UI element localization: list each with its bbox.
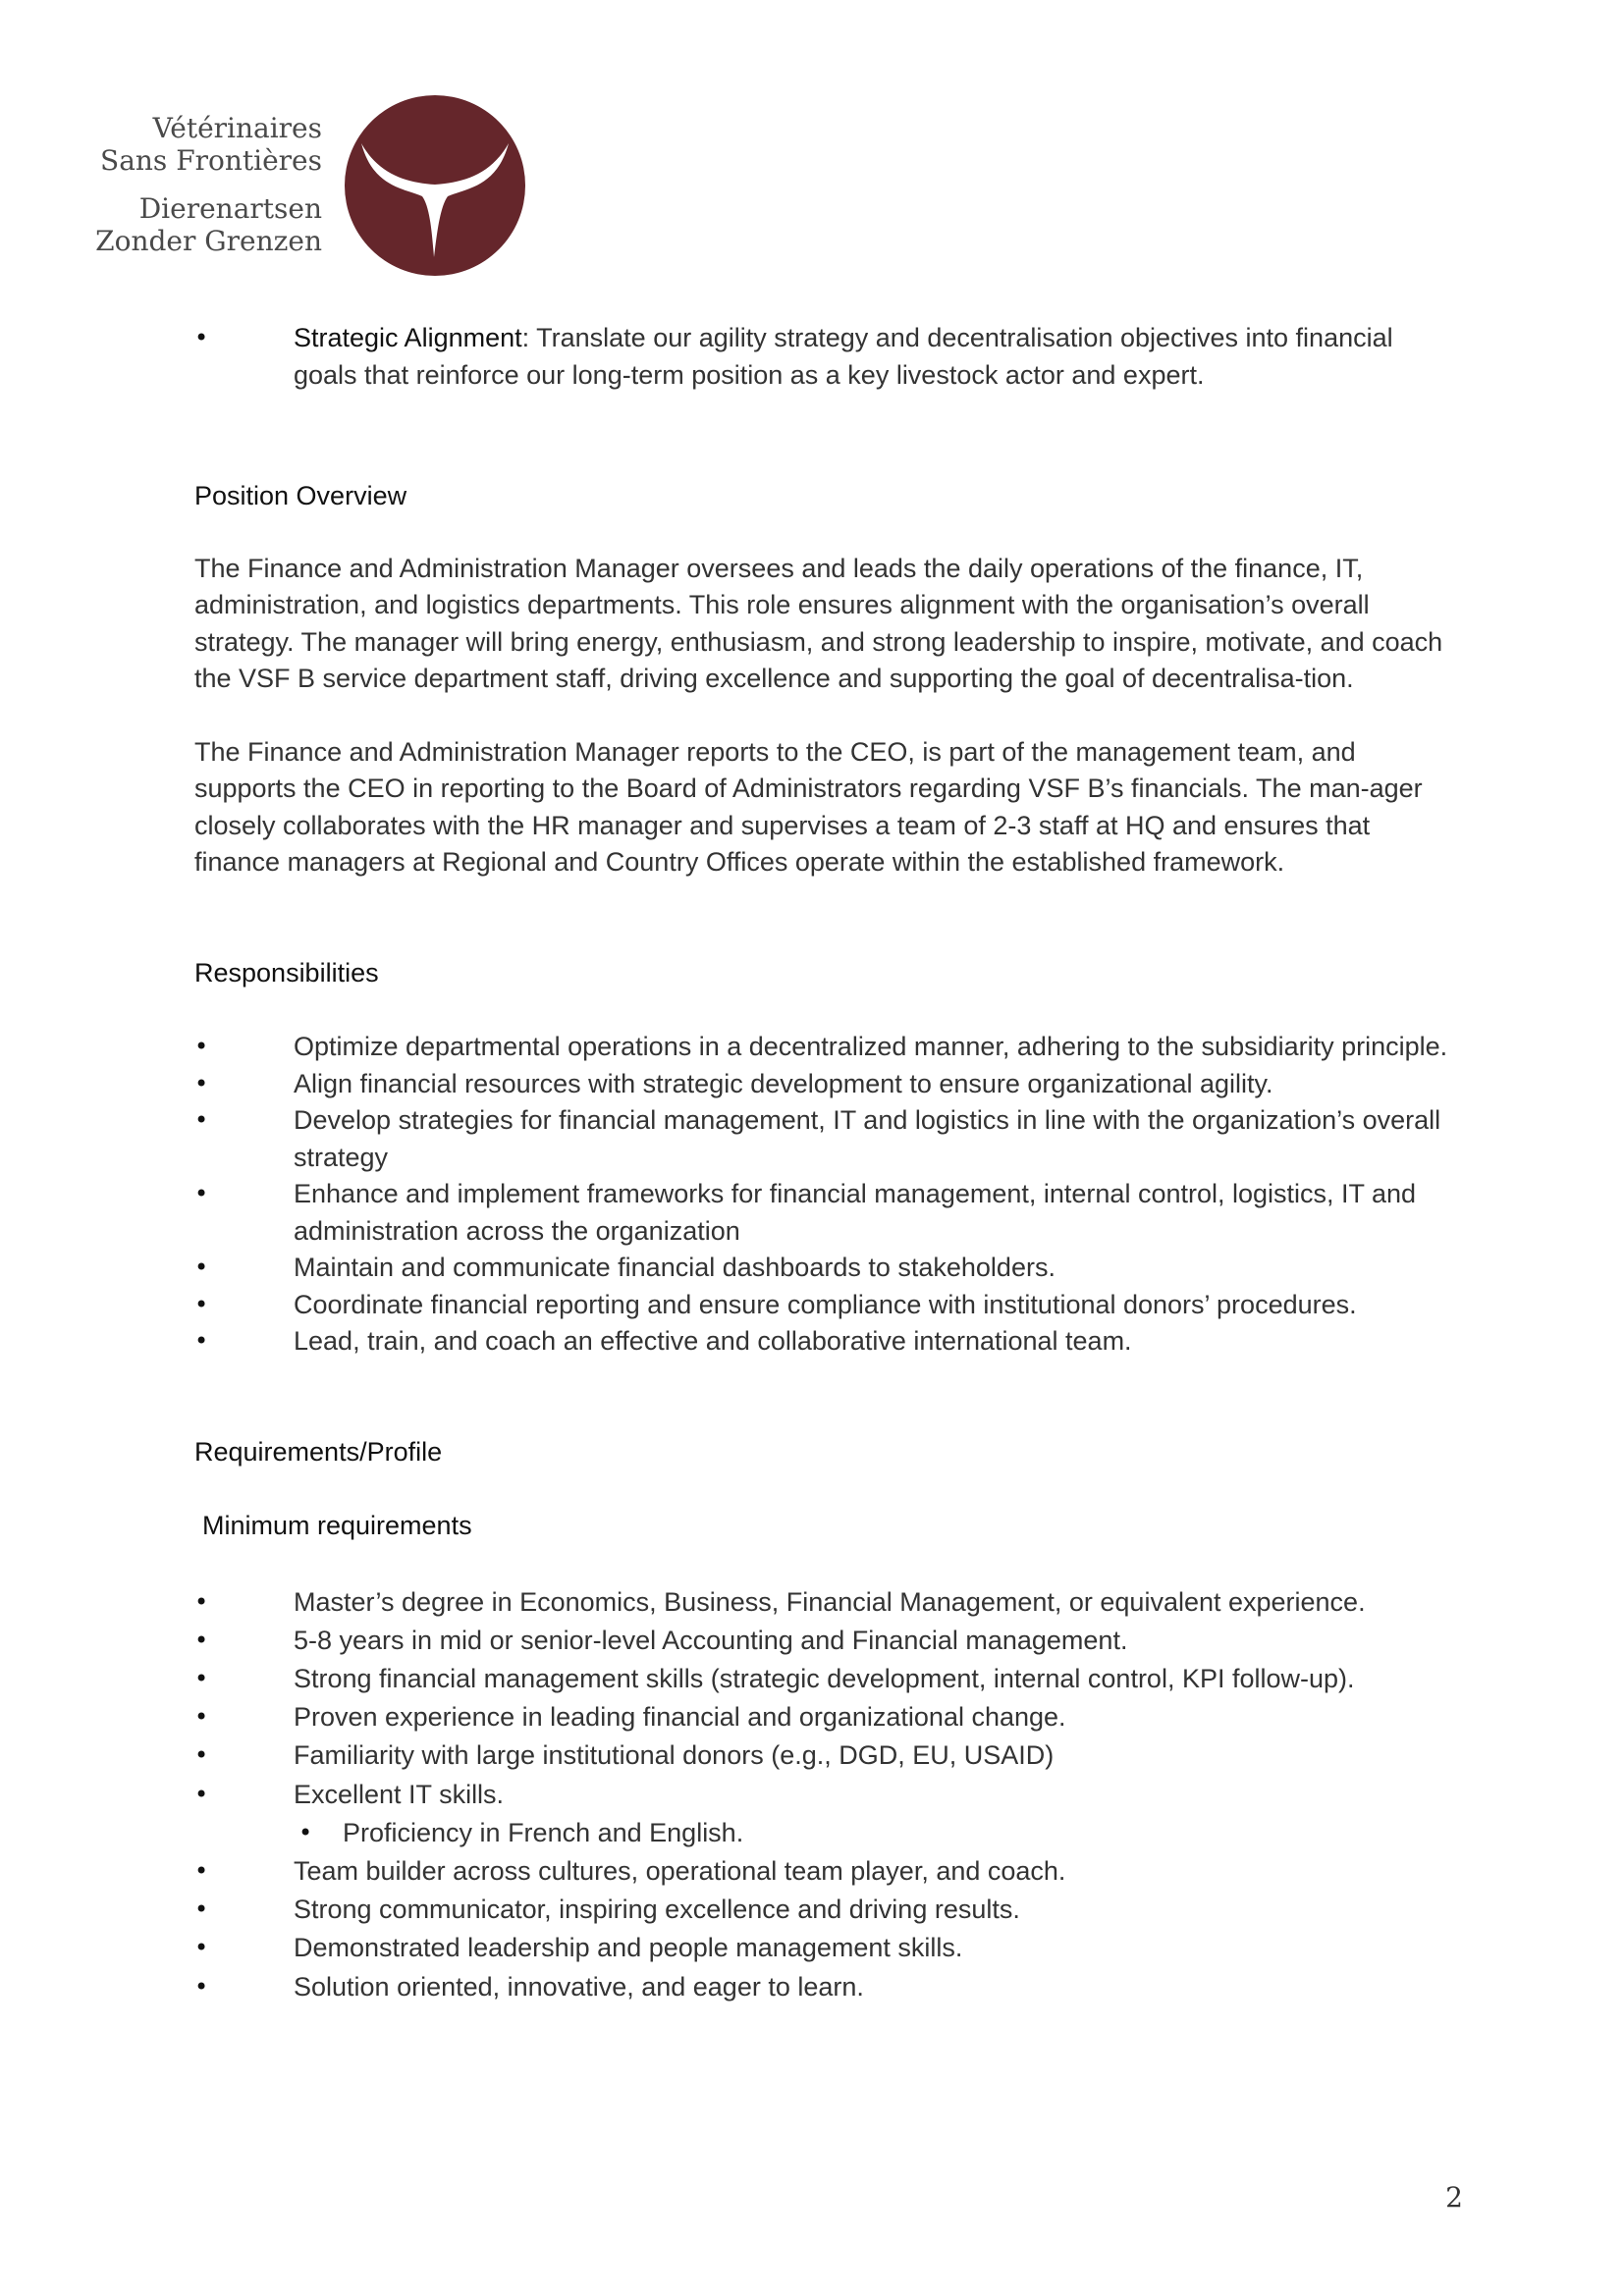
- list-item: • Enhance and implement frameworks for financial management, internal control, logistics, IT and administration across the organization: [194, 1176, 1461, 1250]
- list-item: • Develop strategies for financial management, IT and logistics in line with the organization’s overall strategy: [194, 1102, 1461, 1176]
- intro-bullet-list: [194, 320, 1461, 394]
- list-item: • Proven experience in leading financial and organizational change.: [194, 1698, 1461, 1736]
- position-overview-paragraph: The Finance and Administration Manager oversees and leads the daily operations of the finance, IT, administration, and logistics departments. This role ensures alignment with the organisation’s overall strategy. The manager will bring energy, enthusiasm, and strong leadership to inspire, motivate, and coach the VSF B service department staff, driving excellence and supporting the goal of decentralisa-tion.: [194, 553, 1443, 693]
- list-item: [194, 320, 1461, 394]
- logo-line-zonder-grenzen: Zonder Grenzen: [95, 225, 322, 257]
- list-item: • Demonstrated leadership and people management skills.: [194, 1929, 1461, 1967]
- responsibilities-list: [194, 1029, 1461, 1361]
- list-item: • 5-8 years in mid or senior-level Accounting and Financial management.: [194, 1622, 1461, 1660]
- list-item: • Strong financial management skills (strategic development, internal control, KPI follow-up).: [194, 1660, 1461, 1698]
- organization-logo: [95, 94, 540, 277]
- list-item: • Team builder across cultures, operational team player, and coach.: [194, 1852, 1461, 1891]
- horns-emblem-icon: [344, 94, 526, 277]
- list-item: • Strong communicator, inspiring excellence and driving results.: [194, 1891, 1461, 1929]
- requirements-heading: Requirements/Profile: [194, 1436, 443, 1467]
- requirements-list: [194, 1583, 1461, 2006]
- list-item: • Lead, train, and coach an effective and collaborative international team.: [194, 1323, 1461, 1361]
- responsibilities-heading: Responsibilities: [194, 957, 379, 988]
- list-item: • Excellent IT skills.: [194, 1776, 1461, 1814]
- minimum-requirements-subheading: Minimum requirements: [202, 1511, 472, 1540]
- logo-line-veterinaires: Vétérinaires: [152, 112, 322, 144]
- list-item: • Coordinate financial reporting and ensure compliance with institutional donors’ procedures.: [194, 1287, 1461, 1324]
- strategic-alignment-term: Strategic Alignment: [294, 323, 522, 352]
- logo-line-dierenartsen: Dierenartsen: [138, 192, 322, 225]
- list-item: • Master’s degree in Economics, Business, Financial Management, or equivalent experience.: [194, 1583, 1461, 1622]
- logo-wordmark: [95, 112, 322, 257]
- list-item: • Optimize departmental operations in a decentralized manner, adhering to the subsidiarity principle.: [194, 1029, 1461, 1066]
- list-item: • Familiarity with large institutional donors (e.g., DGD, EU, USAID): [194, 1736, 1461, 1775]
- strategic-alignment-text: : Translate our agility strategy and decentralisation objectives into financial goals that reinforce our long-term position as a key livestock actor and expert.: [294, 323, 1393, 390]
- list-item: • Solution oriented, innovative, and eager to learn.: [194, 1968, 1461, 2006]
- list-item: • Align financial resources with strategic development to ensure organizational agility.: [194, 1066, 1461, 1103]
- logo-line-sans-frontieres: Sans Frontières: [100, 144, 322, 177]
- position-overview-paragraph: The Finance and Administration Manager reports to the CEO, is part of the management team, and supports the CEO in reporting to the Board of Administrators regarding VSF B’s financials. The man-ager closely collaborates with the HR manager and supervises a team of 2-3 staff at HQ and ensures that finance managers at Regional and Country Offices operate within the established framework.: [194, 736, 1423, 877]
- list-item: • Maintain and communicate financial dashboards to stakeholders.: [194, 1250, 1461, 1287]
- list-item-nested: • Proficiency in French and English.: [194, 1814, 1461, 1852]
- page-number: 2: [1445, 2181, 1463, 2214]
- document-body: [194, 320, 1461, 2006]
- position-overview-heading: Position Overview: [194, 481, 407, 510]
